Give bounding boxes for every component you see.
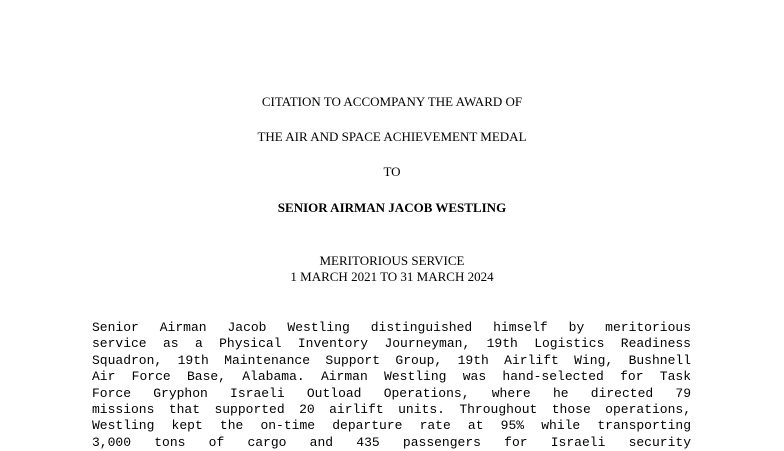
body-line: Force Gryphon Israeli Outload Operations, where he directed 79 [92, 385, 691, 401]
body-line: missions that supported 20 airlift units. Throughout those operations, [92, 402, 691, 418]
citation-title-line2: THE AIR AND SPACE ACHIEVEMENT MEDAL [257, 129, 527, 144]
body-line: Senior Airman Jacob Westling distinguished himself by meritorious [92, 320, 691, 335]
body-line: Air Force Base, Alabama. Airman Westling was hand-selected for Task [92, 369, 691, 385]
recipient-name: SENIOR AIRMAN JACOB WESTLING [277, 200, 507, 215]
body-line: service as a Physical Inventory Journeyman, 19th Logistics Readiness [92, 336, 691, 352]
body-line: Westling kept the on-time departure rate at 95% while transporting [92, 418, 691, 434]
citation-title-line1: CITATION TO ACCOMPANY THE AWARD OF [261, 94, 523, 109]
body-line: Squadron, 19th Maintenance Support Group, 19th Airlift Wing, Bushnell [92, 352, 691, 368]
body-line: 3,000 tons of cargo and 435 passengers for Israeli security [92, 434, 691, 450]
service-period: 1 MARCH 2021 TO 31 MARCH 2024 [290, 269, 494, 284]
service-type: MERITORIOUS SERVICE [319, 253, 465, 268]
citation-body [92, 320, 691, 451]
citation-title-to: TO [383, 164, 401, 179]
